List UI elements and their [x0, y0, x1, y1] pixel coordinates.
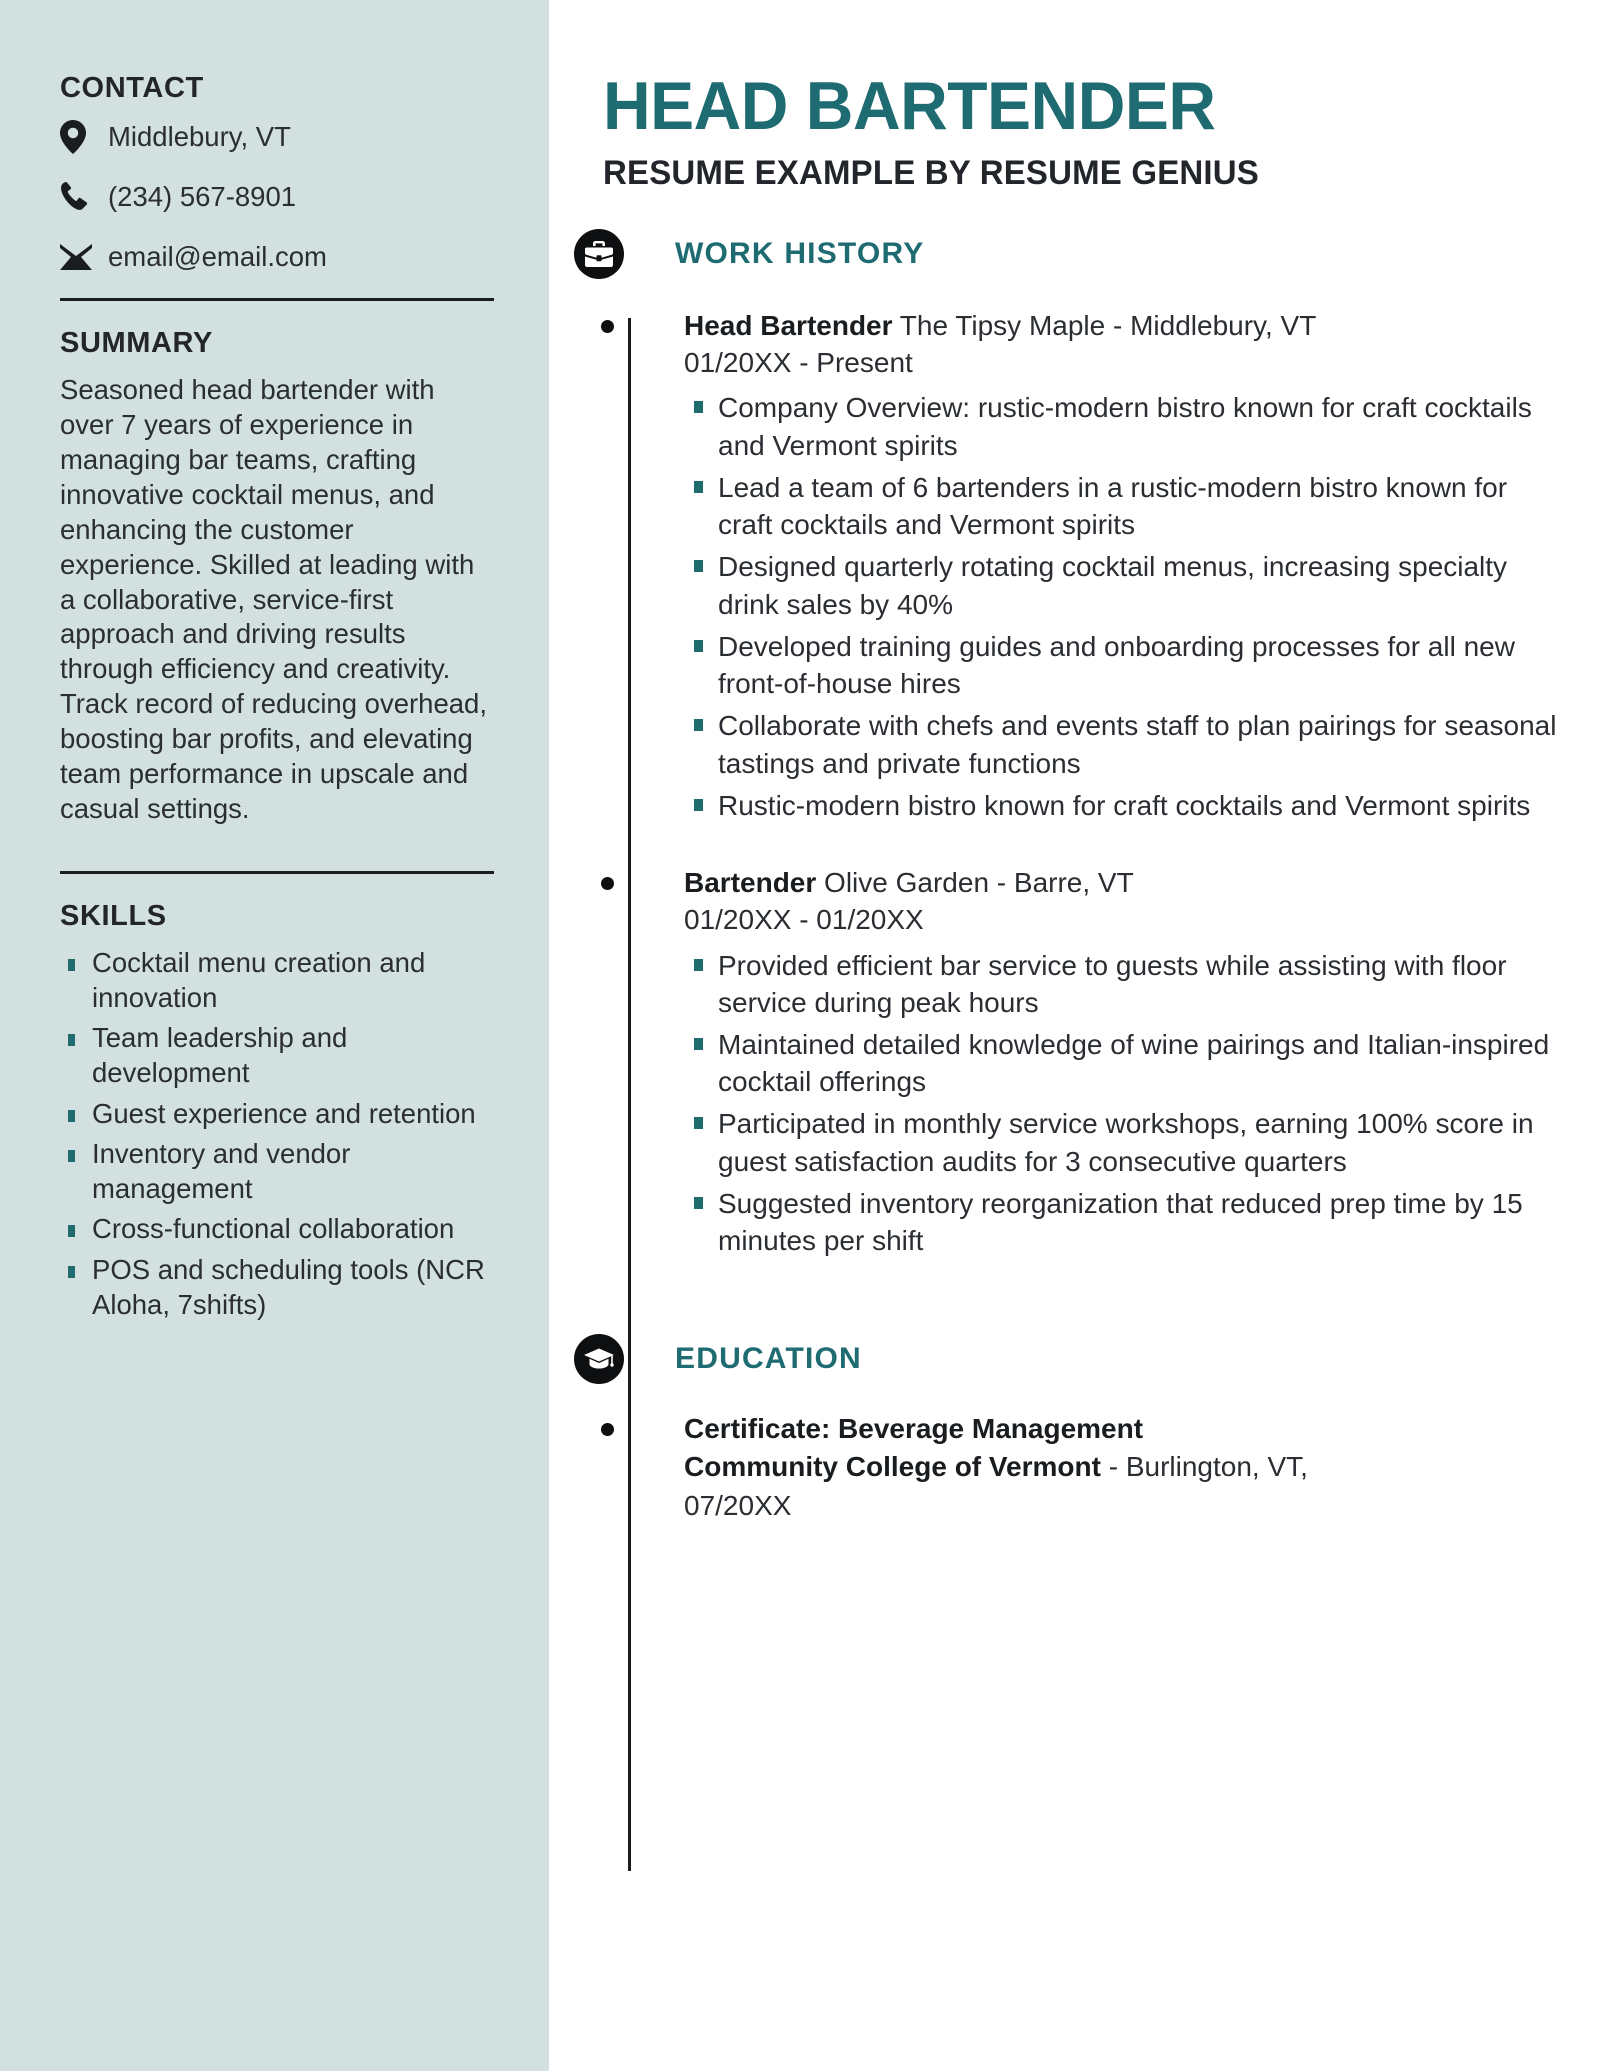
square-bullet-icon: [68, 1225, 75, 1237]
work-entry-heading: [684, 864, 1560, 901]
company-name: Olive Garden - Barre, VT: [816, 867, 1134, 899]
work-bullet: [684, 548, 1560, 622]
work-bullet: [684, 787, 1560, 824]
contact-item-email: [60, 238, 494, 276]
work-bullet-text: Suggested inventory reorganization that reduced prep time by 15 minutes per shift: [718, 1187, 1523, 1257]
contact-list: [60, 118, 494, 276]
square-bullet-icon: [68, 959, 75, 971]
contact-phone-text: (234) 567-8901: [108, 180, 297, 212]
work-entry: [684, 307, 1560, 824]
square-bullet-icon: [694, 560, 703, 572]
work-bullet: [684, 1026, 1560, 1100]
education-date: 07/20XX: [684, 1489, 792, 1521]
school-name: Community College of Vermont: [684, 1451, 1101, 1483]
square-bullet-icon: [68, 1150, 75, 1162]
work-bullets: [684, 389, 1560, 824]
location-pin-icon: [60, 120, 98, 154]
education-entry: [684, 1410, 1560, 1524]
square-bullet-icon: [694, 799, 703, 811]
section-title-education: EDUCATION: [675, 1342, 862, 1376]
summary-heading: SUMMARY: [60, 327, 213, 359]
work-bullet-text: Provided efficient bar service to guests while assisting with floor service during peak hours: [718, 949, 1507, 1018]
phone-icon: [60, 181, 98, 213]
square-bullet-icon: [68, 1266, 75, 1278]
work-bullet-text: Rustic-modern bistro known for craft cocktails and Vermont spirits: [718, 789, 1531, 821]
summary-text: Seasoned head bartender with over 7 years of experience in managing bar teams, crafting innovative cocktail menus, and enhancing the customer experience. Skilled at leading with a collaborative, service-first approach and driving results through efficiency and creativity. Track record of reducing overhead, boosting bar profits, and elevating team performance in upscale and casual settings.: [60, 374, 487, 825]
square-bullet-icon: [694, 1117, 703, 1129]
work-bullet-text: Collaborate with chefs and events staff to plan pairings for seasonal tastings and private functions: [718, 710, 1557, 779]
section-header-work-history: [574, 229, 1560, 279]
graduation-cap-icon: [574, 1334, 624, 1384]
job-title: Bartender: [684, 867, 817, 899]
school-line: [684, 1448, 1560, 1486]
square-bullet-icon: [694, 640, 703, 652]
timeline-dot: [601, 1423, 614, 1436]
page-title: HEAD BARTENDER: [603, 68, 1216, 144]
work-bullet: [684, 628, 1560, 702]
skills-heading: SKILLS: [60, 899, 167, 932]
envelope-icon: [60, 244, 98, 270]
skill-label: Cocktail menu creation and innovation: [92, 946, 426, 1013]
school-location: - Burlington, VT,: [1100, 1451, 1308, 1483]
sections: [603, 229, 1560, 1525]
page-subtitle: RESUME EXAMPLE BY RESUME GENIUS: [603, 154, 1259, 192]
section-title-work-history: WORK HISTORY: [675, 237, 925, 270]
square-bullet-icon: [694, 1197, 703, 1209]
divider-summary: [60, 298, 494, 301]
work-bullet: [684, 1105, 1560, 1179]
work-entry-heading: [684, 307, 1560, 344]
work-bullet: [684, 1185, 1560, 1259]
work-bullet: [684, 707, 1560, 781]
skill-item: [60, 1137, 494, 1206]
skill-item: [60, 1021, 494, 1090]
divider-skills: [60, 871, 494, 874]
contact-item-location: [60, 118, 494, 156]
degree-title: Certificate: Beverage Management: [684, 1413, 1144, 1445]
job-dates: 01/20XX - 01/20XX: [684, 904, 924, 936]
contact-item-phone: [60, 178, 494, 216]
skill-label: Guest experience and retention: [92, 1097, 476, 1129]
work-bullet-text: Lead a team of 6 bartenders in a rustic-modern bistro known for craft cocktails and Vermont spirits: [718, 471, 1508, 541]
work-bullet-text: Developed training guides and onboarding processes for all new front-of-house hires: [718, 630, 1515, 700]
skill-label: Team leadership and development: [92, 1022, 348, 1088]
work-bullet: [684, 469, 1560, 543]
work-bullet-text: Maintained detailed knowledge of wine pairings and Italian-inspired cocktail offerings: [718, 1028, 1550, 1098]
skill-label: POS and scheduling tools (NCR Aloha, 7shifts): [92, 1254, 485, 1320]
contact-email-text: email@email.com: [108, 240, 327, 272]
main-content: [549, 0, 1600, 2071]
work-entry: [684, 864, 1560, 1259]
work-bullet-text: Participated in monthly service workshops, earning 100% score in guest satisfaction audits for 3 consecutive quarters: [718, 1108, 1534, 1177]
section-spacer: [603, 1264, 1560, 1334]
job-title: Head Bartender: [684, 310, 893, 341]
contact-heading: CONTACT: [60, 72, 204, 104]
square-bullet-icon: [694, 401, 703, 413]
section-header-education: [574, 1334, 1560, 1384]
square-bullet-icon: [68, 1034, 75, 1046]
work-bullets: [684, 947, 1560, 1260]
square-bullet-icon: [694, 719, 703, 731]
timeline-dot: [601, 877, 614, 890]
square-bullet-icon: [68, 1110, 75, 1122]
timeline-dot: [601, 320, 614, 333]
job-dates: 01/20XX - Present: [684, 347, 913, 379]
sidebar: [0, 0, 549, 2071]
skill-item: [60, 1253, 494, 1322]
skill-item: [60, 1097, 494, 1132]
work-bullet-text: Designed quarterly rotating cocktail menus, increasing specialty drink sales by 40%: [718, 551, 1508, 620]
skill-label: Inventory and vendor management: [92, 1138, 351, 1204]
skills-list: [60, 946, 494, 1322]
skill-item: [60, 1212, 494, 1247]
work-bullet: [684, 389, 1560, 463]
work-bullet-text: Company Overview: rustic-modern bistro known for craft cocktails and Vermont spirits: [718, 392, 1532, 461]
work-bullet: [684, 947, 1560, 1021]
square-bullet-icon: [694, 481, 703, 493]
skill-item: [60, 946, 494, 1015]
briefcase-icon: [574, 229, 624, 279]
square-bullet-icon: [694, 959, 703, 971]
square-bullet-icon: [694, 1038, 703, 1050]
company-name: The Tipsy Maple - Middlebury, VT: [892, 310, 1317, 341]
contact-location-text: Middlebury, VT: [108, 120, 291, 152]
skill-label: Cross-functional collaboration: [92, 1213, 455, 1245]
